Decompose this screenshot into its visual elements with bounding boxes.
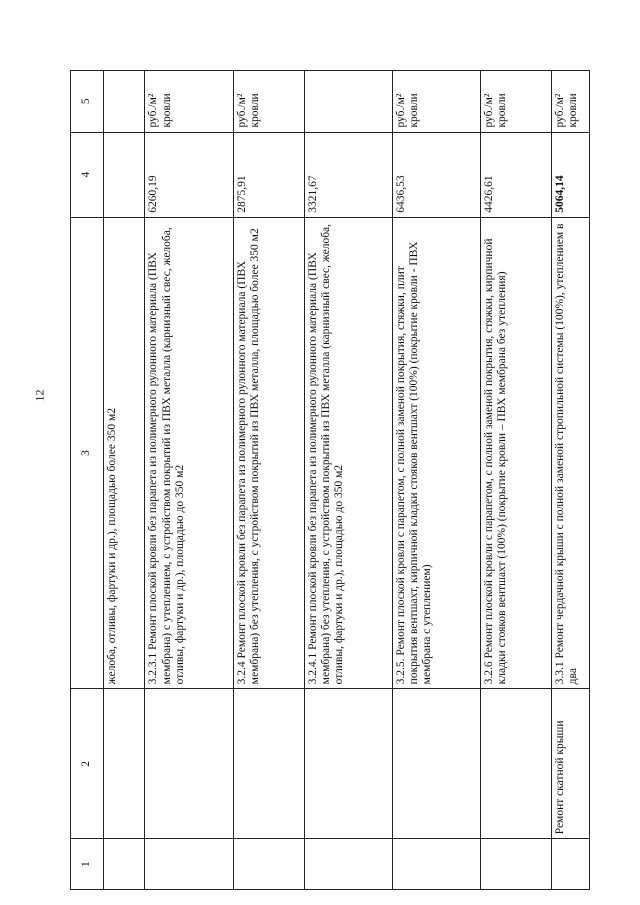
cell-col-1 [480, 839, 551, 890]
cell-unit [103, 71, 145, 133]
header-col-1: 1 [71, 839, 104, 890]
cell-unit: руб./м² кровли [392, 71, 480, 133]
cell-unit: руб./м² кровли [480, 71, 551, 133]
cell-unit: руб./м² кровли [233, 71, 304, 133]
table-row [304, 71, 392, 890]
cell-description: 3.2.4 Ремонт плоской кровли без парапета из полимерного рулонного материала (ПВХ мембрана) без утепления, с устройством покрытий из ПВХ металла, площадью более 350 м2 [233, 217, 304, 689]
header-col-2: 2 [71, 689, 104, 839]
rotated-table-sheet [70, 70, 590, 890]
cell-unit: руб./м² кровли [552, 71, 590, 133]
cell-price: 6436,53 [392, 132, 480, 217]
cell-col-1 [552, 839, 590, 890]
cell-col-1 [392, 839, 480, 890]
cell-section: Ремонт скатной крыши [552, 689, 590, 839]
page-number: 12 [32, 389, 47, 402]
cell-col-2 [103, 689, 145, 839]
cell-description: желоба, отливы, фартуки и др.), площадью более 350 м2 [103, 217, 145, 689]
cell-description: 3.2.4.1 Ремонт плоской кровли без парапета из полимерного рулонного материала (ПВХ мембрана) без утепления, с устройством покрытий из ПВХ металла (карнизный свес, желоба, отливы, фартуки и др.), площадью до 350 м2 [304, 217, 392, 689]
cell-price [103, 132, 145, 217]
cell-col-1 [233, 839, 304, 890]
table-row [480, 71, 551, 890]
cell-description: 3.2.6 Ремонт плоской кровли с парапетом, с полной заменой покрытия, стяжки, кирпичной кладки стояков вентшахт (100%) (покрытие кровли – ПВХ мембрана без утепления) [480, 217, 551, 689]
table-row [233, 71, 304, 890]
header-col-5: 5 [71, 71, 104, 133]
cell-col-1 [304, 839, 392, 890]
cell-col-2 [145, 689, 233, 839]
cell-unit: руб./м² кровли [145, 71, 233, 133]
table-row [552, 71, 590, 890]
cell-description: 3.2.5. Ремонт плоской кровли с парапетом, с полной заменой покрытия, стяжки, плит покрытия вентшахт, кирпичной кладки стояков вентшахт (100%) (покрытие кровли - ПВХ мембрана с утеплением) [392, 217, 480, 689]
cell-description: 3.3.1 Ремонт чердачной крыши с полной заменой стропильной системы (100%), утеплением в два [552, 217, 590, 689]
cell-price: 4426,61 [480, 132, 551, 217]
cell-col-2 [304, 689, 392, 839]
cell-price: 5064,14 [552, 132, 590, 217]
header-row [71, 71, 104, 890]
cell-unit [304, 71, 392, 133]
cell-price: 6260,19 [145, 132, 233, 217]
cell-col-2 [480, 689, 551, 839]
cell-col-2 [392, 689, 480, 839]
cell-price: 3321,67 [304, 132, 392, 217]
cell-col-1 [145, 839, 233, 890]
price-table [70, 70, 590, 890]
cell-col-1 [103, 839, 145, 890]
cell-col-2 [233, 689, 304, 839]
table-row [145, 71, 233, 890]
table-row [392, 71, 480, 890]
cell-description: 3.2.3.1 Ремонт плоской кровли без парапета из полимерного рулонного материала (ПВХ мембрана) с утеплением, с устройством покрытий из ПВХ металла (карнизный свес, желоба, отливы, фартуки и др.), площадью до 350 м2 [145, 217, 233, 689]
table-row [103, 71, 145, 890]
header-col-4: 4 [71, 132, 104, 217]
header-col-3: 3 [71, 217, 104, 689]
cell-price: 2875,91 [233, 132, 304, 217]
